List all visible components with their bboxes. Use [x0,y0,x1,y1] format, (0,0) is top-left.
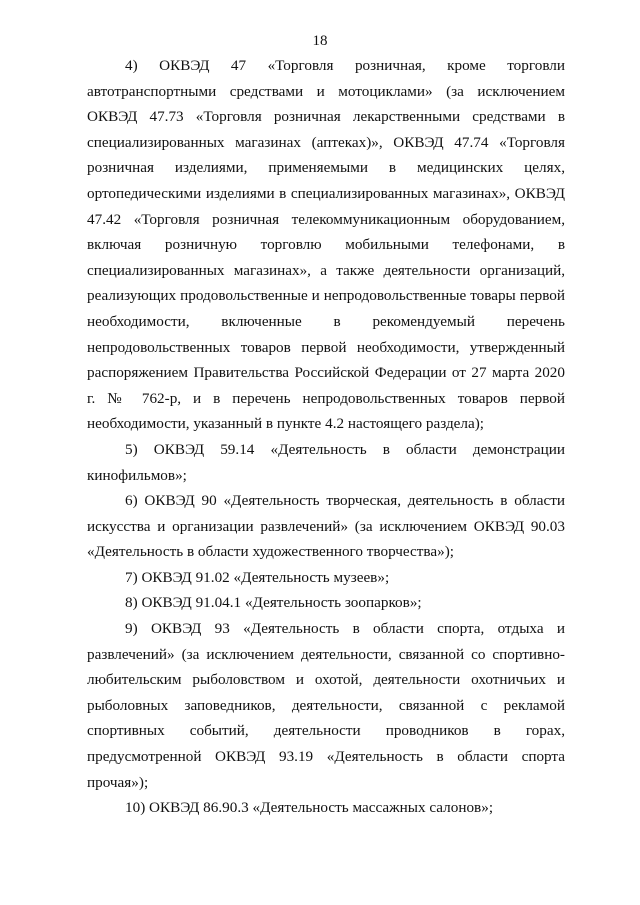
list-item-5: 5) ОКВЭД 59.14 «Деятельность в области демонстрации кинофильмов»; [87,440,565,484]
list-item-4: 4) ОКВЭД 47 «Торговля розничная, кроме торговли автотранспортными средствами и мотоциклами» (за исключением ОКВЭД 47.73 «Торговля розничная лекарственными средствами в специализированных магазинах (аптеках)», ОКВЭД 47.74 «Торговля розничная изделиями, применяемыми в медицинских целях, ортопедическими изделиями в специализированных магазинах», ОКВЭД 47.42 «Торговля розничная телекоммуникационным оборудованием, включая розничную торговлю мобильными телефонами, в специализированных магазинах», а также деятельности организаций, реализующих продовольственные и непродовольственные товары первой необходимости, включенные в рекомендуемый перечень непродовольственных товаров первой необходимости, утвержденный распоряжением Правительства Российской Федерации от 27 марта 2020 г. № 762-р, и в перечень непродовольственных товаров первой необходимости, указанный в пункте 4.2 настоящего раздела); [87,57,565,433]
list-item-6: 6) ОКВЭД 90 «Деятельность творческая, деятельность в области искусства и организации развлечений» (за исключением ОКВЭД 90.03 «Деятельность в области художественного творчества»); [87,492,565,561]
page-number: 18 [312,33,328,49]
list-item-7: 7) ОКВЭД 91.02 «Деятельность музеев»; [125,568,390,586]
list-item-10: 10) ОКВЭД 86.90.3 «Деятельность массажных салонов»; [125,799,494,817]
document-body [87,53,565,821]
list-item-8: 8) ОКВЭД 91.04.1 «Деятельность зоопарков»; [125,594,422,612]
list-item-9: 9) ОКВЭД 93 «Деятельность в области спорта, отдыха и развлечений» (за исключением деятельности, связанной со спортивно-любительским рыболовством и охотой, деятельности охотничьих и рыболовных заповедников, деятельности, связанной с рекламой спортивных событий, деятельности проводников в горах, предусмотренной ОКВЭД 93.19 «Деятельность в области спорта прочая»); [87,620,565,791]
